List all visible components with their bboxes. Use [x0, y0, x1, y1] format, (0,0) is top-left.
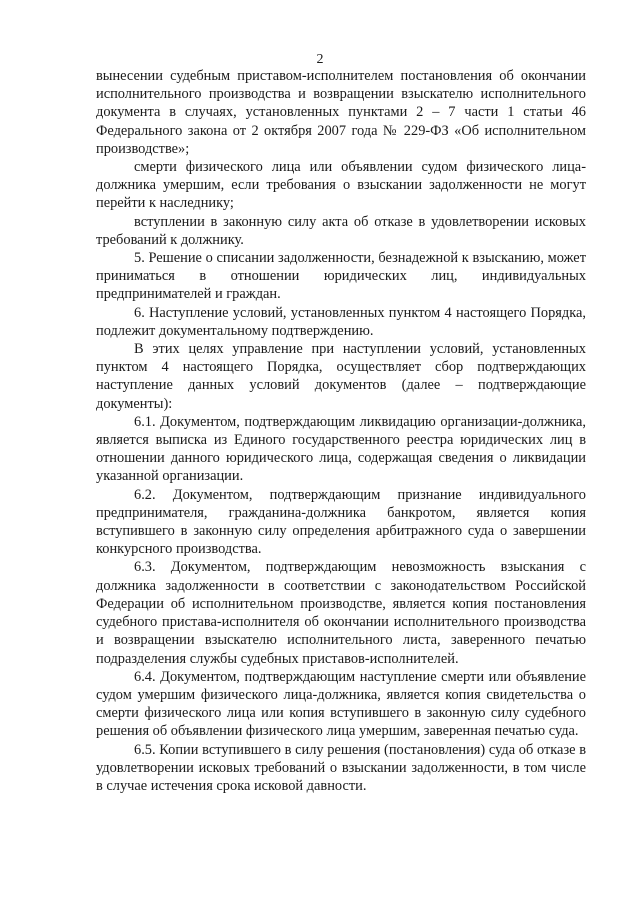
paragraph-item-6: 6. Наступление условий, установленных пунктом 4 настоящего Порядка, подлежит документальному подтверждению. [96, 304, 586, 339]
paragraph-court-refusal-condition: вступлении в законную силу акта об отказе в удовлетворении исковых требований к должнику. [96, 213, 586, 248]
paragraph-item-6-3: 6.3. Документом, подтверждающим невозможность взыскания с должника задолженности в соответствии с законодательством Российской Федерации об исполнительном производстве, является копия постановления судебного пристава-исполнителя об окончании исполнительного производства и возвращении взыскателю исполнительного листа, заверенного печатью подразделения службы судебных приставов-исполнителей. [96, 559, 586, 667]
paragraph-item-6-4: 6.4. Документом, подтверждающим наступление смерти или объявление судом умершим физического лица-должника, является копия свидетельства о смерти физического лица или копия вступившего в законную силу судебного решения об объявлении физического лица умершим, заверенная печатью суда. [96, 668, 586, 740]
page-number: 2 [316, 52, 324, 67]
paragraph-item-6-1: 6.1. Документом, подтверждающим ликвидацию организации-должника, является выписка из Единого государственного реестра юридических лиц в отношении данного юридического лица, содержащая сведения о ликвидации указанной организации. [96, 413, 586, 485]
paragraph-item-5: 5. Решение о списании задолженности, безнадежной к взысканию, может приниматься в отношении юридических лиц, индивидуальных предпринимателей и граждан. [96, 250, 586, 303]
paragraph-item-6-5: 6.5. Копии вступившего в силу решения (постановления) суда об отказе в удовлетворении исковых требований о взыскании задолженности, в том числе в случае истечения срока исковой давности. [96, 741, 586, 794]
paragraph-death-condition: смерти физического лица или объявлении судом физического лица-должника умершим, если требования о взыскании задолженности не могут перейти к наследнику; [96, 159, 586, 212]
paragraph-item-6-purpose: В этих целях управление при наступлении условий, установленных пунктом 4 настоящего Порядка, осуществляет сбор подтверждающих наступление данных условий документов (далее – подтверждающие документы): [96, 341, 586, 412]
paragraph-item-6-2: 6.2. Документом, подтверждающим признание индивидуального предпринимателя, гражданина-должника банкротом, является копия вступившего в законную силу определения арбитражного суда о завершении конкурсного производства. [96, 486, 586, 558]
document-body [96, 67, 586, 795]
paragraph-continuation: вынесении судебным приставом-исполнителем постановления об окончании исполнительного производства и возвращении взыскателю исполнительного документа в случаях, установленных пунктами 2 – 7 части 1 статьи 46 Федерального закона от 2 октября 2007 года № 229-ФЗ «Об исполнительном производстве»; [96, 68, 586, 157]
